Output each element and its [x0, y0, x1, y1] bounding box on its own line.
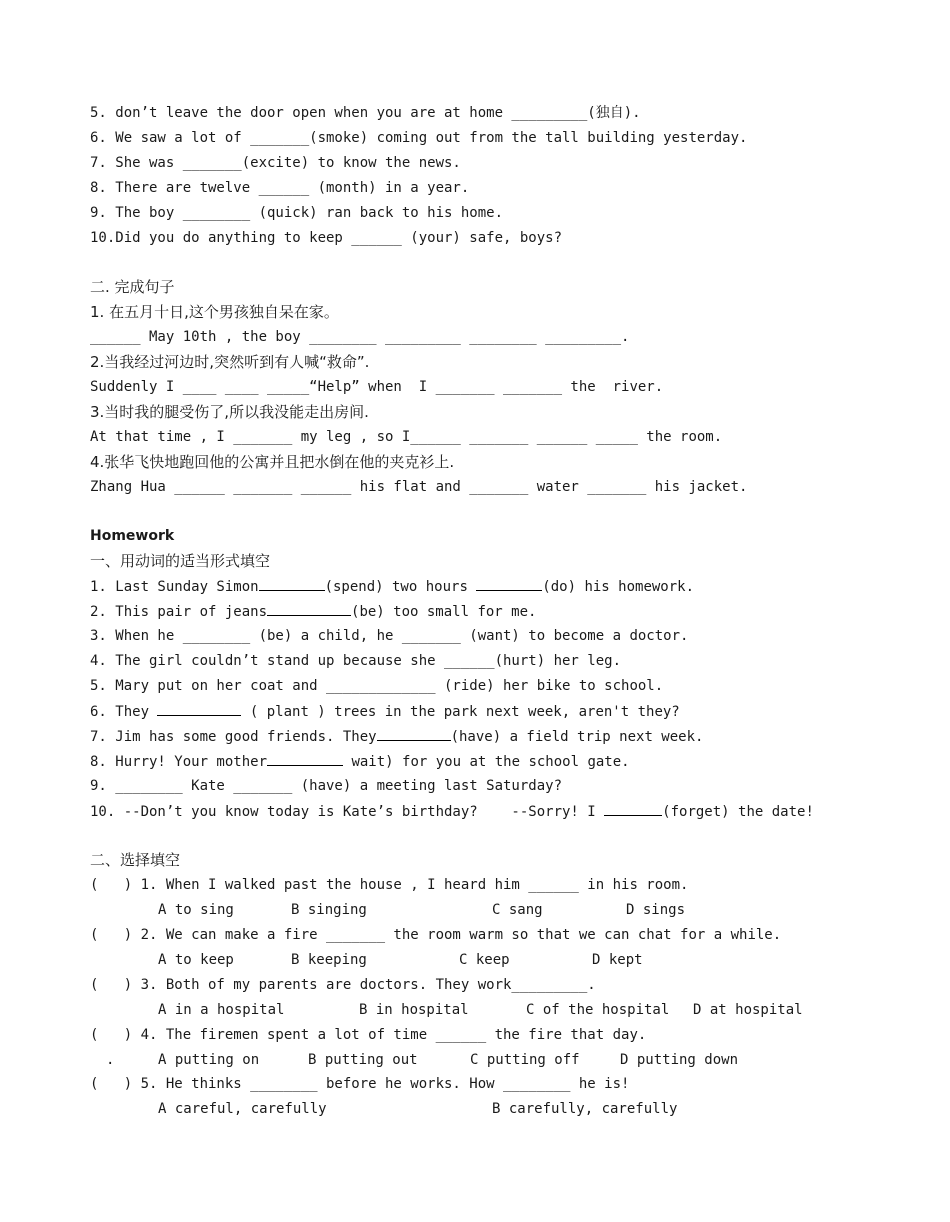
fill-item-10: 10.Did you do anything to keep ______ (your) safe, boys? — [90, 230, 563, 246]
sentence-prompt-1: 1. 在五月十日,这个男孩独自呆在家。 — [90, 303, 339, 321]
verb-item-4: 4. The girl couldn’t stand up because she ______(hurt) her leg. — [90, 653, 622, 669]
verb-item-8: 8. Hurry! Your mother wait) for you at the school gate. — [90, 751, 630, 772]
verb-item-10: 10. --Don’t you know today is Kate’s birthday? --Sorry! I (forget) the date! — [90, 801, 814, 822]
sentence-answer-1: ______ May 10th , the boy ________ _________ ________ _________. — [90, 329, 630, 345]
mc-question-2: ( ) 2. We can make a fire _______ the room warm so that we can chat for a while. — [90, 927, 782, 943]
verb-item-2: 2. This pair of jeans (be) too small for me. — [90, 601, 536, 622]
mc-1-option-d: D sings — [626, 902, 686, 918]
verb-item-1: 1. Last Sunday Simon (spend) two hours (do) his homework. — [90, 576, 694, 597]
mc-2-option-b: B keeping — [291, 952, 367, 968]
mc-question-3: ( ) 3. Both of my parents are doctors. They work_________. — [90, 977, 596, 993]
mc-5-option-b: B carefully, carefully — [492, 1101, 678, 1117]
section-heading-verb-forms: 一、用动词的适当形式填空 — [90, 552, 271, 570]
section-heading-multiple-choice: 二、选择填空 — [90, 851, 181, 869]
mc-1-option-a: A to sing — [158, 902, 234, 918]
mc-3-option-b: B in hospital — [359, 1002, 469, 1018]
mc-4-option-b: B putting out — [308, 1052, 418, 1068]
mc-3-option-d: D at hospital — [693, 1002, 803, 1018]
verb-item-6: 6. They ( plant ) trees in the park next week, aren't they? — [90, 701, 680, 722]
mc-1-option-b: B singing — [291, 902, 367, 918]
mc-2-option-d: D kept — [592, 952, 643, 968]
sentence-answer-4: Zhang Hua ______ _______ ______ his flat and _______ water _______ his jacket. — [90, 479, 748, 495]
mc-question-5: ( ) 5. He thinks ________ before he works. How ________ he is! — [90, 1076, 630, 1092]
verb-item-3: 3. When he ________ (be) a child, he _______ (want) to become a doctor. — [90, 628, 689, 644]
verb-item-5: 5. Mary put on her coat and _____________ (ride) her bike to school. — [90, 678, 664, 694]
sentence-prompt-4: 4.张华飞快地跑回他的公寓并且把水倒在他的夹克衫上. — [90, 453, 455, 471]
mc-question-1: ( ) 1. When I walked past the house , I heard him ______ in his room. — [90, 877, 689, 893]
mc-3-option-c: C of the hospital — [526, 1002, 670, 1018]
fill-item-5: 5. don’t leave the door open when you are at home _________(独自). — [90, 105, 641, 121]
mc-3-option-a: A in a hospital — [158, 1002, 285, 1018]
mc-4-option-d: D putting down — [620, 1052, 739, 1068]
fill-item-6: 6. We saw a lot of _______(smoke) coming out from the tall building yesterday. — [90, 130, 748, 146]
fill-item-9: 9. The boy ________ (quick) ran back to his home. — [90, 205, 504, 221]
mc-1-option-c: C sang — [492, 902, 543, 918]
verb-item-9: 9. ________ Kate _______ (have) a meeting last Saturday? — [90, 778, 563, 794]
mc-4-option-a: A putting on — [158, 1052, 260, 1068]
verb-item-7: 7. Jim has some good friends. They (have) a field trip next week. — [90, 726, 703, 747]
mc-2-option-a: A to keep — [158, 952, 234, 968]
mc-2-option-c: C keep — [459, 952, 510, 968]
sentence-prompt-2: 2.当我经过河边时,突然听到有人喊“救命”. — [90, 353, 370, 371]
mc-question-4: ( ) 4. The firemen spent a lot of time ______ the fire that day. — [90, 1027, 647, 1043]
fill-item-7: 7. She was _______(excite) to know the news. — [90, 155, 461, 171]
mc-5-option-a: A careful, carefully — [158, 1101, 327, 1117]
fill-item-8: 8. There are twelve ______ (month) in a year. — [90, 180, 470, 196]
mc-4-dot: . — [106, 1052, 115, 1068]
mc-4-option-c: C putting off — [470, 1052, 580, 1068]
sentence-answer-3: At that time , I _______ my leg , so I______ _______ ______ _____ the room. — [90, 429, 723, 445]
homework-title: Homework — [90, 528, 175, 544]
section-heading-complete-sentences: 二. 完成句子 — [90, 278, 175, 296]
sentence-prompt-3: 3.当时我的腿受伤了,所以我没能走出房间. — [90, 403, 369, 421]
sentence-answer-2: Suddenly I ____ ____ _____“Help” when I _______ _______ the river. — [90, 379, 664, 395]
